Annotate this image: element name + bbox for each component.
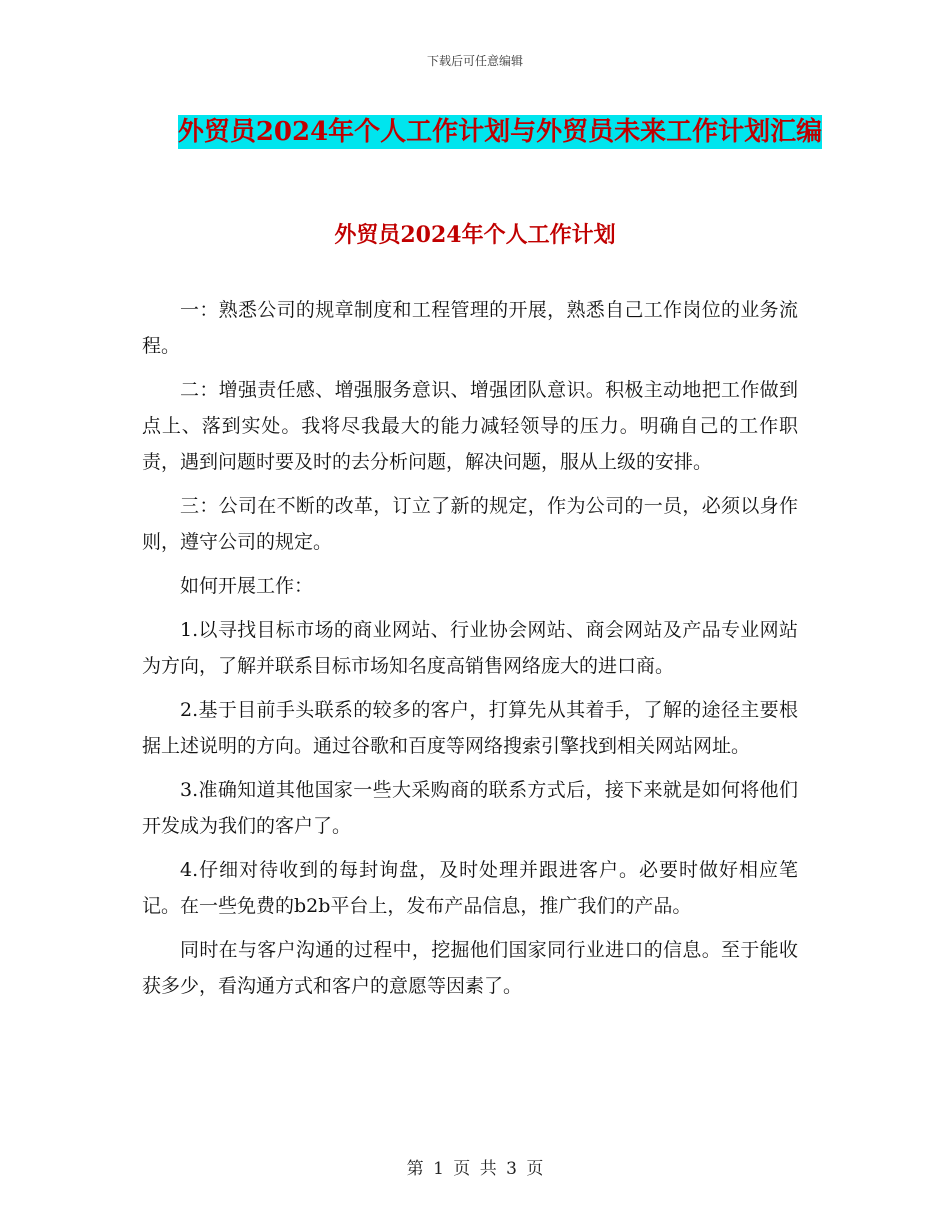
paragraph: 3.准确知道其他国家一些大采购商的联系方式后，接下来就是如何将他们开发成为我们的客户了。 (142, 779, 798, 837)
page-number: 第 1 页 共 3 页 (406, 1159, 544, 1179)
paragraph: 4.仔细对待收到的每封询盘，及时处理并跟进客户。必要时做好相应笔记。在一些免费的b2b平台上，发布产品信息，推广我们的产品。 (142, 859, 798, 917)
header-note: 下载后可任意编辑 (426, 54, 523, 68)
document-title-text: 外贸员2024年个人工作计划与外贸员未来工作计划汇编 (177, 117, 823, 147)
document-body (142, 292, 798, 1012)
paragraph: 三：公司在不断的改革，订立了新的规定，作为公司的一员，必须以身作则，遵守公司的规定。 (142, 495, 798, 553)
paragraph: 如何开展工作： (180, 575, 314, 597)
document-title (140, 108, 860, 156)
paragraph: 二：增强责任感、增强服务意识、增强团队意识。积极主动地把工作做到点上、落到实处。我将尽我最大的能力减轻领导的压力。明确自己的工作职责，遇到问题时要及时的去分析问题，解决问题，服从上级的安排。 (142, 379, 798, 473)
section-title: 外贸员2024年个人工作计划 (334, 222, 616, 248)
paragraph: 同时在与客户沟通的过程中，挖掘他们国家同行业进口的信息。至于能收获多少，看沟通方式和客户的意愿等因素了。 (142, 939, 798, 997)
paragraph: 一：熟悉公司的规章制度和工程管理的开展，熟悉自己工作岗位的业务流程。 (142, 299, 798, 357)
paragraph: 2.基于目前手头联系的较多的客户，打算先从其着手，了解的途径主要根据上述说明的方向。通过谷歌和百度等网络搜索引擎找到相关网站网址。 (142, 699, 798, 757)
paragraph: 1.以寻找目标市场的商业网站、行业协会网站、商会网站及产品专业网站为方向，了解并联系目标市场知名度高销售网络庞大的进口商。 (142, 619, 798, 677)
